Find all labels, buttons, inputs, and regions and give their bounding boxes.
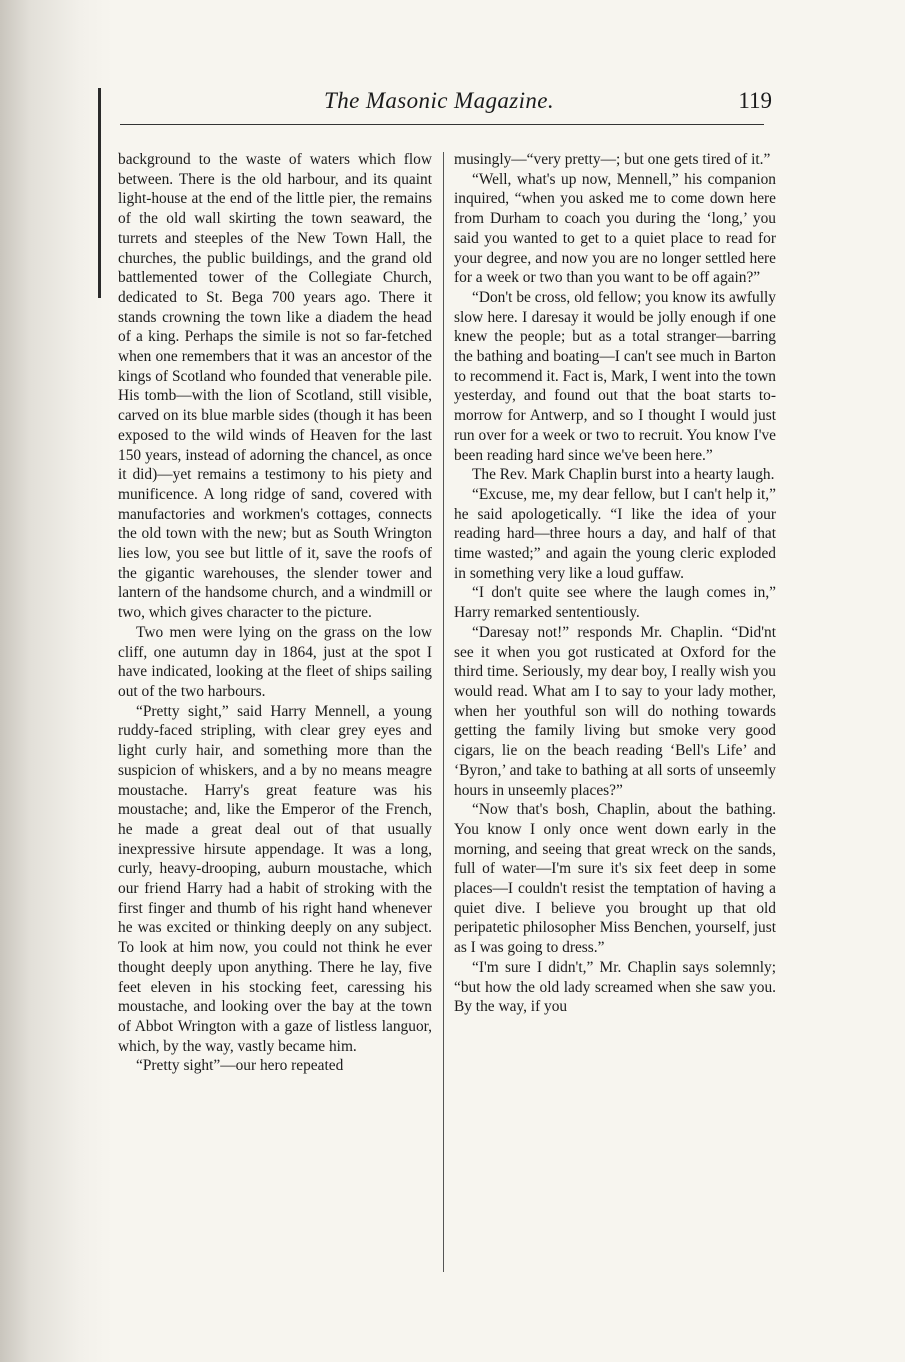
paragraph: musingly—“very pretty—; but one gets tired of it.” [454,151,771,168]
column-divider [443,152,444,1272]
paragraph: “Pretty sight,” said Harry Mennell, a young ruddy-faced stripling, with clear grey eyes and light curly hair, and something more than the suspicion of whiskers, and a by no means meagre moustache. Harry's great feature was his moustache; and, like the Emperor of the French, he made a great deal out of that usually inexpressive hirsute appendage. It was a long, curly, heavy-drooping, auburn moustache, which our friend Harry had a habit of stroking with the first finger and thumb of his right hand whenever he was excited or thinking deeply on any subject. To look at him now, you could not think he ever thought deeply upon anything. There he lay, five feet eleven in his stocking feet, caressing his moustache, and looking over the bay at the town of Abbot Wrington with a gaze of listless languor, which, by the way, vastly became him. [118,702,432,1055]
paragraph: “Well, what's up now, Mennell,” his companion inquired, “when you asked me to come down here from Durham to coach you during the ‘long,’ you said you wanted to get to a quiet place to read for your degree, and now you are no longer settled here for a week or two than you want to be off again?” [454,170,776,287]
paragraph: “I'm sure I didn't,” Mr. Chaplin says solemnly; “but how the old lady screamed when she saw you. By the way, if you [454,958,776,1016]
header-rule [120,124,764,125]
page-number: 119 [738,88,772,113]
paragraph: background to the waste of waters which flow between. There is the old harbour, and its quaint light-house at the end of the little pier, the remains of the old wall skirting the town seaward, the turrets and steeples of the New Town Hall, the churches, the public buildings, and the grand old battlemented tower of the Collegiate Church, dedicated to St. Bega 700 years ago. There it stands crowning the town like a diadem the head of a king. Perhaps the simile is not so far-fetched when one remembers that it was an ancestor of the kings of Scotland who founded that venerable pile. His tomb—with the lion of Scotland, still visible, carved on its blue marble sides (though it has been exposed to the wild winds of Heaven for the last 150 years, instead of adorning the chancel, as once it did)—yet remains a testimony to his piety and munificence. A long ridge of sand, covered with manufactories and workmen's cottages, connects the old town with the new; but as South Wrington lies low, you see but little of it, save the roofs of the gigantic warehouses, the slender tower and lantern of the handsome church, and a windmill or two, which gives character to the picture. [118,151,432,622]
spine-mark [98,88,101,298]
paragraph: “Pretty sight”—our hero repeated [136,1057,344,1075]
paragraph: “Don't be cross, old fellow; you know its awfully slow here. I daresay it would be jolly enough if one knew the people; but as a total stranger—barring the bathing and boating—I can't see much in Barton to recommend it. Fact is, Mark, I went into the town yesterday, and found out that the boat starts to-morrow for Antwerp, and so I thought I would just run over for a week or two to recruit. You know I've been reading hard since we've been here.” [454,288,776,464]
paragraph: “Excuse, me, my dear fellow, but I can't help it,” he said apologetically. “I like the idea of your reading hard—three hours a day, and half of that time wasted;” and again the young cleric exploded in something very like a loud guffaw. [454,485,776,582]
book-spine-shadow [0,0,112,1362]
left-column [118,150,432,1076]
paragraph: The Rev. Mark Chaplin burst into a hearty laugh. [472,466,775,484]
paragraph: “Now that's bosh, Chaplin, about the bathing. You know I only once went down early in the morning, and seeing that great wreck on the sands, full of water—I'm sure it's six feet deep in some places—I couldn't resist the temptation of having a quiet dive. I believe you brought up that old peripatetic philosopher Miss Benchen, yourself, just as I was going to dress.” [454,801,776,957]
right-column [454,150,776,1017]
paragraph: Two men were lying on the grass on the low cliff, one autumn day in 1864, just at the spot I have indicated, looking at the fleet of ships sailing out of the two harbours. [118,623,432,700]
running-title: The Masonic Magazine. [324,88,555,113]
paragraph: “I don't quite see where the laugh comes in,” Harry remarked sententiously. [454,584,776,622]
page-header [112,84,772,120]
paragraph: “Daresay not!” responds Mr. Chaplin. “Did'nt see it when you got rusticated at Oxford for the third time. Seriously, my dear boy, I really wish you would read. What am I to say to your lady mother, when her youthful son will do nothing towards getting the family living but smoke very good cigars, lie on the beach reading ‘Bell's Life’ and ‘Byron,’ and take to bathing at all sorts of unseemly hours in unseemly places?” [454,623,776,799]
